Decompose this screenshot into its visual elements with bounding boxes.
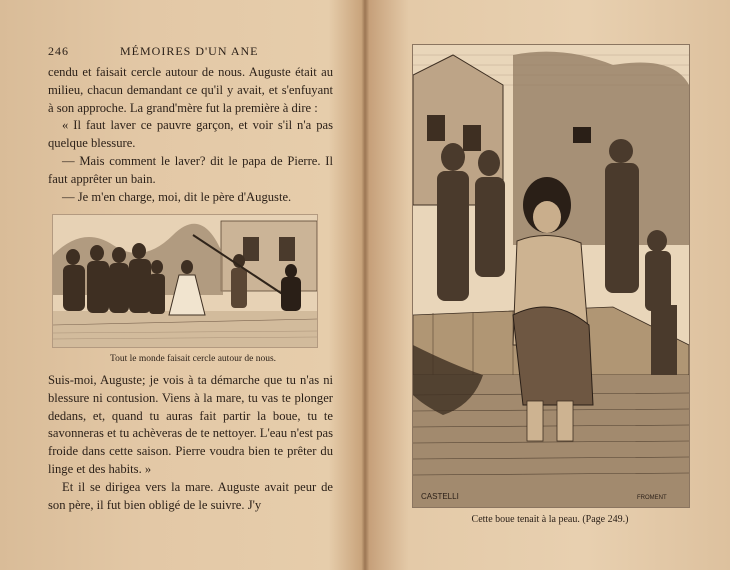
paragraph: cendu et faisait cercle autour de nous. Auguste était au milieu, chacun demandant ce qu'il y avait, et s'enfuyant à son approche. La grand'mère fut la première à dire : (48, 65, 333, 115)
paragraph: « Il faut laver ce pauvre garçon, et voir s'il n'a pas quelque blessure. (48, 118, 333, 151)
paragraph: Et il se dirigea vers la mare. Auguste avait peur de son père, il fut bien obligé de le suivre. J'y (48, 479, 333, 512)
crowd-illustration (53, 215, 317, 347)
paragraph: — Mais comment le laver? dit le papa de Pierre. Il faut apprêter un bain. (48, 153, 333, 186)
running-title: MÉMOIRES D'UN ANE (120, 44, 259, 58)
figure-caption-left: Tout le monde faisait cercle autour de nous. (109, 354, 277, 364)
boy-in-pond-illustration (413, 45, 689, 507)
paragraph: Suis-moi, Auguste; je vois à ta démarche que tu n'as ni blessure ni contusion. Viens à la mare, tu vas te plonger dedans, et, quand tu auras fait partir la boue, tu te savonneras et tu achèveras de te nettoyer. L'eau n'est pas froide dans cette saison. Pierre voudra bien te prêter du linge et des habits. » (48, 373, 333, 476)
boy-in-pond-engraving (412, 44, 690, 508)
artist-signature: CASTELLI (421, 492, 459, 501)
body-text-top (48, 64, 333, 206)
page-number: 246 (48, 44, 69, 58)
paragraph: — Je m'en charge, moi, dit le père d'Auguste. (62, 189, 292, 204)
figure-caption-right: Cette boue tenait à la peau. (Page 249.) (471, 514, 629, 525)
engraver-signature: FROMENT (637, 495, 667, 501)
body-text-bottom (48, 372, 333, 514)
crowd-engraving (52, 214, 318, 348)
